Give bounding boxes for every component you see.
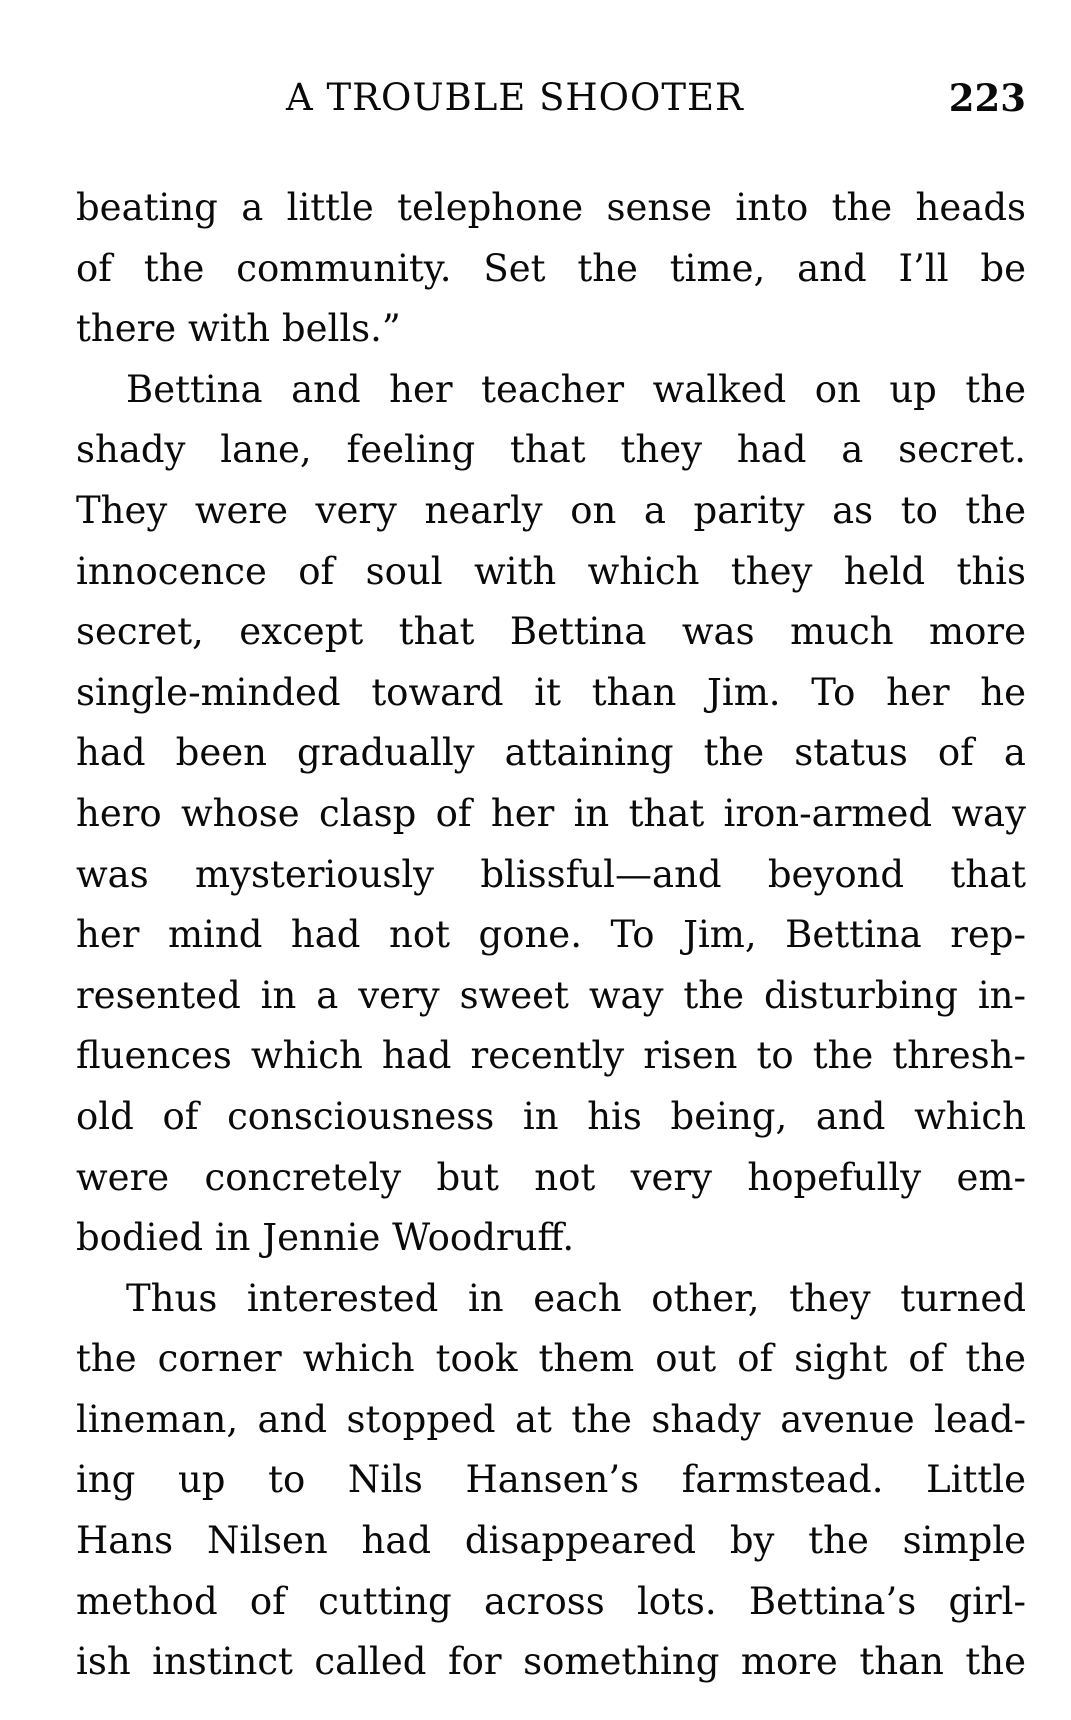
text-line: the corner which took them out of sight of the (76, 1337, 1026, 1381)
text-line: shady lane, feeling that they had a secret. (76, 428, 1026, 472)
text-line: beating a little telephone sense into the heads (76, 186, 1026, 229)
body-text (76, 178, 1026, 1693)
text-line: was mysteriously blissful—and beyond that (76, 852, 1026, 896)
text-line: bodied in Jennie Woodruff. (76, 1216, 575, 1260)
text-line: Bettina and her teacher walked on up the (126, 367, 1026, 411)
text-line: Thus interested in each other, they turned (126, 1276, 1026, 1320)
text-line: had been gradually attaining the status of a (76, 731, 1026, 775)
text-line: innocence of soul with which they held this (76, 549, 1026, 593)
text-line: there with bells.” (76, 307, 401, 351)
text-line: her mind had not gone. To Jim, Bettina rep- (76, 913, 1026, 957)
text-line: single-minded toward it than Jim. To her he (76, 670, 1026, 714)
text-line: secret, except that Bettina was much more (76, 610, 1026, 654)
text-line: lineman, and stopped at the shady avenue lead- (76, 1397, 1026, 1441)
text-line: method of cutting across lots. Bettina’s girl- (76, 1579, 1026, 1623)
running-title: A TROUBLE SHOOTER (286, 76, 744, 119)
text-line: hero whose clasp of her in that iron-armed way (76, 791, 1026, 835)
text-line: of the community. Set the time, and I’ll be (76, 246, 1026, 290)
text-line: They were very nearly on a parity as to the (76, 488, 1026, 532)
text-line: were concretely but not very hopefully em- (76, 1155, 1026, 1199)
text-line: fluences which had recently risen to the thresh- (76, 1034, 1026, 1078)
running-head (76, 76, 1026, 128)
text-line: old of consciousness in his being, and which (76, 1094, 1026, 1138)
page-number: 223 (948, 76, 1026, 120)
text-line: ish instinct called for something more than the (76, 1640, 1026, 1684)
text-line: ing up to Nils Hansen’s farmstead. Little (76, 1458, 1026, 1502)
text-line: Hans Nilsen had disappeared by the simple (76, 1519, 1026, 1563)
text-line: resented in a very sweet way the disturbing in- (76, 973, 1026, 1017)
